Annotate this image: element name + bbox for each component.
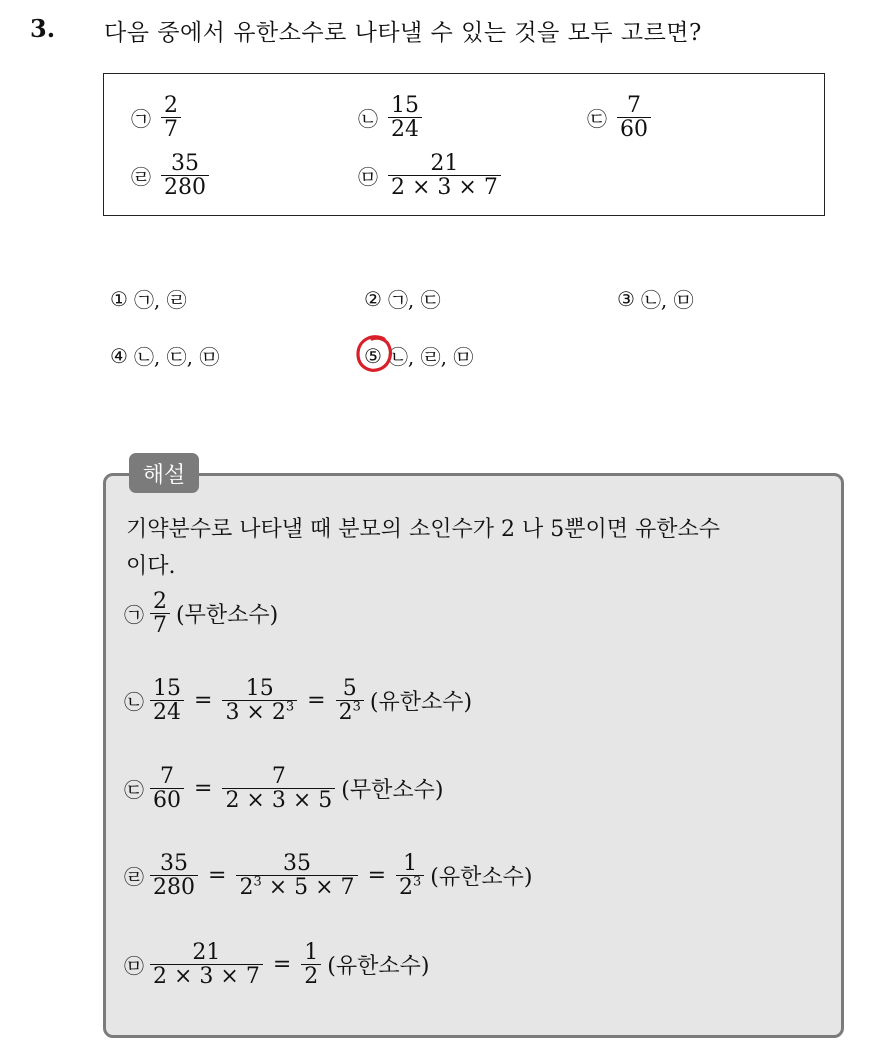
- exponent: 3: [253, 874, 262, 890]
- choice-3[interactable]: [617, 284, 694, 313]
- choice-text: ㉠, ㉣: [133, 288, 187, 312]
- fraction: [161, 152, 209, 199]
- equals-sign: =: [194, 688, 213, 714]
- numerator: 1: [403, 851, 418, 876]
- row-result: (유한소수): [327, 954, 430, 980]
- numerator: 15: [245, 676, 274, 701]
- denominator: 2: [301, 964, 321, 988]
- equals-sign: =: [307, 688, 326, 714]
- exponent: 3: [285, 699, 295, 715]
- answer-mark-circle: [354, 333, 396, 375]
- fraction: [161, 94, 181, 141]
- choice-text: ㉡, ㉤: [640, 288, 694, 312]
- item-label: ㉠: [131, 107, 151, 132]
- numerator: 2: [153, 589, 167, 614]
- numerator: 7: [160, 764, 174, 789]
- fraction: [617, 94, 651, 141]
- numerator: 35: [171, 151, 199, 176]
- numerator: 15: [391, 93, 419, 118]
- choice-4[interactable]: [110, 341, 219, 370]
- item-label: ㉡: [358, 107, 378, 132]
- question-number: 3.: [30, 14, 56, 43]
- row-result: (유한소수): [430, 865, 533, 891]
- choice-number: ②: [364, 286, 382, 311]
- fraction: [222, 765, 335, 812]
- row-label: ㉤: [124, 954, 144, 979]
- numerator: 15: [153, 676, 181, 701]
- numerator: 21: [192, 940, 221, 965]
- numerator: 5: [342, 676, 357, 701]
- choice-2[interactable]: [364, 284, 441, 313]
- solution-row-d: [124, 852, 532, 899]
- numerator: 1: [304, 940, 319, 965]
- denominator: [396, 875, 424, 899]
- fraction: [150, 677, 184, 724]
- fraction: [236, 852, 357, 899]
- fraction: [301, 941, 321, 988]
- base: 2: [239, 875, 254, 901]
- denominator: 24: [388, 117, 422, 141]
- row-result: (무한소수): [176, 603, 279, 629]
- choice-text: ㉡, ㉣, ㉤: [387, 345, 474, 369]
- item-label: ㉣: [131, 165, 151, 190]
- item-label: ㉢: [587, 107, 607, 132]
- denominator: 60: [617, 117, 651, 141]
- box-item-a: [131, 94, 181, 141]
- base: 2: [338, 700, 353, 726]
- fraction: [388, 152, 501, 199]
- denominator: 7: [161, 117, 181, 141]
- solution-row-e: [124, 941, 429, 988]
- numerator: 21: [430, 151, 459, 176]
- row-label: ㉣: [124, 865, 144, 890]
- box-item-d: [131, 152, 209, 199]
- fraction: [336, 677, 364, 724]
- equals-sign: =: [367, 863, 386, 889]
- denominator: [236, 875, 357, 899]
- numerator: 35: [283, 851, 311, 876]
- solution-tag: 해설: [129, 453, 199, 493]
- box-item-b: [358, 94, 422, 141]
- fraction: [388, 94, 422, 141]
- solution-line-1: 기약분수로 나타낼 때 분모의 소인수가 2 나 5뿐이면 유한소수: [126, 517, 720, 542]
- denominator: 2 × 3 × 7: [388, 175, 501, 199]
- row-label: ㉠: [124, 603, 144, 628]
- numerator: 2: [164, 93, 178, 118]
- fraction: [150, 590, 170, 637]
- fraction: [150, 852, 198, 899]
- denominator: 280: [150, 875, 198, 899]
- equals-sign: =: [272, 952, 292, 978]
- solution-row-a: [124, 590, 278, 637]
- fraction: [396, 852, 424, 899]
- numerator: 35: [160, 851, 188, 876]
- denominator: 60: [150, 788, 184, 812]
- denominator: 2 × 3 × 5: [222, 788, 335, 812]
- denominator: 7: [150, 613, 170, 637]
- fraction: [222, 677, 297, 724]
- choice-text: ㉡, ㉢, ㉤: [133, 345, 220, 369]
- denominator: [336, 700, 364, 724]
- row-result: (무한소수): [341, 778, 444, 804]
- equals-sign: =: [208, 863, 227, 889]
- exponent: 3: [352, 699, 361, 715]
- solution-line-2: 이다.: [126, 554, 176, 579]
- row-label: ㉢: [124, 778, 144, 803]
- exponent: 3: [413, 874, 422, 890]
- denominator: 2 × 3 × 7: [150, 964, 263, 988]
- solution-row-c: [124, 765, 443, 812]
- choice-text: ㉠, ㉢: [387, 288, 441, 312]
- choice-number: ⑤: [364, 343, 382, 368]
- box-item-c: [587, 94, 651, 141]
- denominator: 280: [161, 175, 209, 199]
- box-item-e: [358, 152, 501, 199]
- question-text: 다음 중에서 유한소수로 나타낼 수 있는 것을 모두 고르면?: [104, 20, 702, 46]
- solution-row-b: [124, 677, 472, 724]
- factors: × 5 × 7: [261, 875, 355, 901]
- choice-number: ④: [110, 343, 128, 368]
- numerator: 7: [271, 764, 286, 789]
- denominator: 24: [150, 700, 184, 724]
- row-result: (유한소수): [369, 690, 473, 716]
- numerator: 7: [627, 93, 641, 118]
- fraction: [150, 765, 184, 812]
- base: 3 × 2: [225, 700, 286, 726]
- denominator: [222, 700, 297, 724]
- choice-number: ①: [110, 286, 128, 311]
- base: 2: [399, 875, 413, 901]
- choice-1[interactable]: [110, 284, 187, 313]
- choice-number: ③: [617, 286, 635, 311]
- row-label: ㉡: [124, 690, 144, 715]
- equals-sign: =: [194, 776, 213, 802]
- fraction: [150, 941, 263, 988]
- item-label: ㉤: [358, 165, 378, 190]
